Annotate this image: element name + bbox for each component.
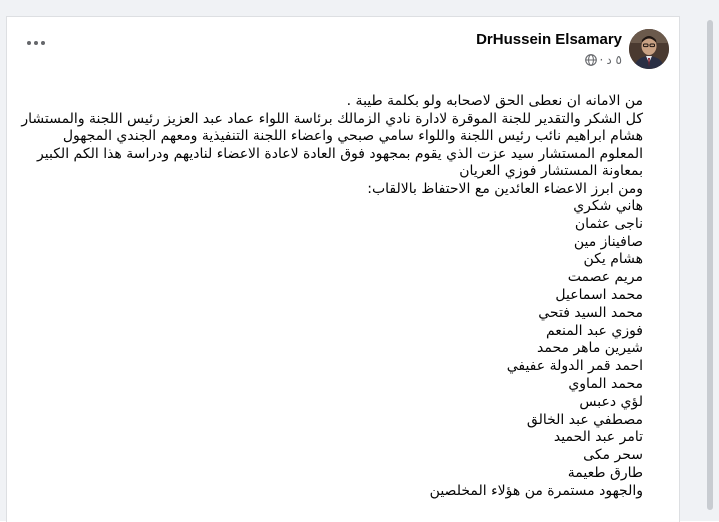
more-options-button[interactable] — [25, 33, 51, 53]
member-name: صافيناز مين — [573, 233, 643, 250]
member-name: محمد اسماعيل — [555, 286, 643, 303]
member-name: هاني شكري — [573, 198, 643, 214]
post-line: بمعاونة المستشار فوزي العريان — [459, 163, 643, 179]
post-card — [6, 16, 680, 522]
member-name: فوزي عبد المنعم — [545, 322, 643, 339]
member-name: سحر مكى — [583, 447, 643, 464]
member-name: ناجى عثمان — [574, 215, 643, 232]
scrollbar[interactable] — [705, 0, 715, 521]
post-line: كل الشكر والتقدير للجنة الموقرة لادارة نادي الزمالك برئاسة اللواء عماد عبد العزيز رئيس اللجنة والمستشار — [21, 110, 643, 127]
member-name: تامر عبد الحميد — [553, 429, 643, 446]
more-horizontal-icon — [25, 33, 47, 53]
post-line: المعلوم المستشار سيد عزت الذي يقوم بمجهود فوق العادة لاعادة الاعضاء لناديهم ودراسة هذا الكم الكبير — [37, 145, 643, 162]
post-time[interactable]: ٥ د — [606, 53, 622, 67]
post-line: هشام ابراهيم نائب رئيس اللجنة واللواء سامي صبحي واعضاء اللجنة التنفيذية ومعهم الجندي المجهول — [62, 128, 643, 144]
member-name: مريم عصمت — [567, 269, 643, 286]
post-line: ومن ابرز الاعضاء العائدين مع الاحتفاظ بالالقاب: — [367, 180, 643, 197]
post-line: من الامانه ان نعطى الحق لاصحابه ولو بكلمة طيبة . — [346, 93, 643, 109]
avatar-photo — [629, 29, 669, 69]
member-name: هشام يكن — [583, 251, 643, 268]
member-name: لؤي دعبس — [579, 393, 643, 410]
dot-separator: · — [599, 53, 604, 67]
closing-line: والجهود مستمرة من هؤلاء المخلصين — [429, 482, 643, 499]
member-name: طارق طعيمة — [567, 464, 643, 481]
post-meta — [585, 53, 622, 67]
member-name: شيرين ماهر محمد — [537, 340, 643, 357]
member-name: محمد الماوي — [568, 375, 643, 392]
member-name: محمد السيد فتحي — [538, 304, 643, 321]
member-name: مصطفي عبد الخالق — [526, 411, 643, 428]
member-name: احمد قمر الدولة عفيفي — [506, 358, 643, 375]
globe-icon[interactable] — [585, 54, 597, 66]
author-name[interactable]: DrHussein Elsamary — [476, 31, 622, 48]
post-body — [23, 93, 643, 501]
scrollbar-thumb[interactable] — [707, 20, 713, 510]
avatar[interactable] — [629, 29, 669, 69]
